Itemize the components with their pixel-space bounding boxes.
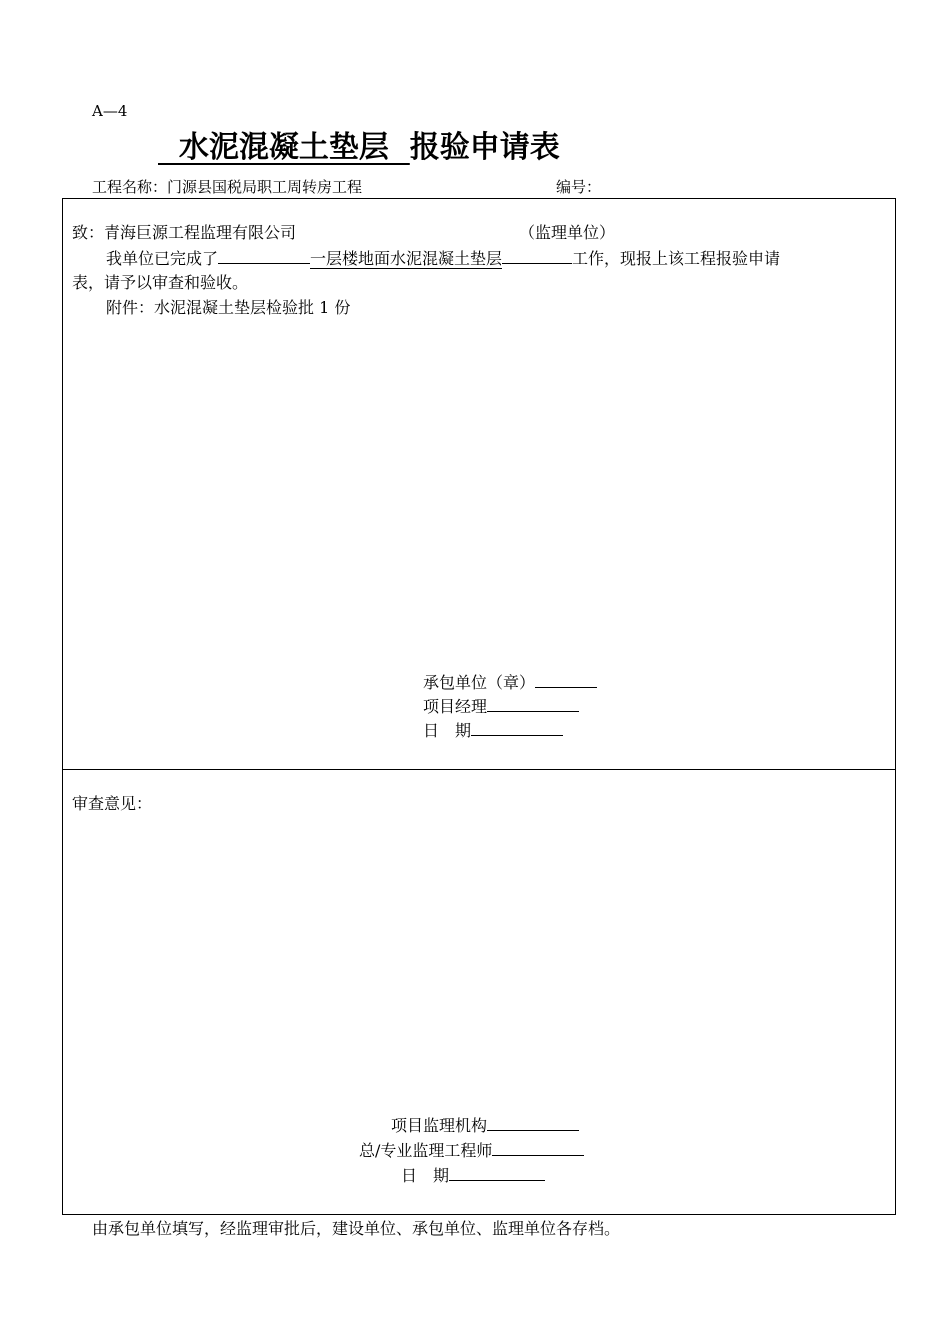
date1-row	[423, 719, 563, 743]
body-suffix: 工作，现报上该工程报验申请	[572, 249, 781, 268]
work-item[interactable]: 一层楼地面水泥混凝土垫层	[310, 249, 503, 268]
date1-field[interactable]	[471, 719, 563, 736]
date2-row	[401, 1164, 545, 1188]
review-label: 审查意见：	[72, 794, 153, 813]
page-title	[158, 128, 560, 168]
blank-after-item[interactable]	[502, 247, 572, 264]
contractor-signature-row	[423, 671, 597, 695]
to-suffix: （监理单位）	[519, 223, 616, 242]
title-suffix: 报验申请表	[409, 130, 560, 165]
body-prefix: 我单位已完成了	[106, 249, 219, 268]
engineer-field[interactable]	[492, 1139, 584, 1156]
number-label: 编号：	[556, 178, 602, 196]
body-line2: 表，请予以审查和验收。	[72, 273, 249, 292]
to-label: 致：	[72, 223, 105, 242]
engineer-signature-row	[359, 1139, 584, 1163]
application-section	[62, 198, 896, 770]
title-underlined-part: 水泥混凝土垫层	[158, 130, 410, 165]
to-org: 青海巨源工程监理有限公司	[104, 223, 297, 242]
contractor-seal-field[interactable]	[535, 671, 597, 688]
contractor-label: 承包单位（章）	[423, 673, 536, 692]
supervision-org-field[interactable]	[487, 1114, 579, 1131]
review-section	[62, 768, 896, 1215]
project-name: 门源县国税局职工周转房工程	[167, 178, 363, 196]
attachment-label: 附件：	[106, 298, 155, 317]
blank-before-item[interactable]	[218, 247, 310, 264]
footer-note: 由承包单位填写，经监理审批后，建设单位、承包单位、监理单位各存档。	[92, 1219, 621, 1238]
date2-label: 日 期	[401, 1166, 450, 1185]
project-label: 工程名称：	[92, 178, 168, 196]
date2-field[interactable]	[449, 1164, 545, 1181]
attachment-line	[106, 296, 350, 320]
project-name-row	[92, 176, 362, 197]
form-code: A—4	[92, 102, 128, 120]
manager-signature-row	[423, 695, 579, 719]
to-line	[72, 221, 296, 245]
engineer-label: 总/专业监理工程师	[359, 1141, 493, 1160]
attachment-text: 水泥混凝土垫层检验批 1 份	[154, 298, 351, 317]
supervision-org-label: 项目监理机构	[391, 1116, 488, 1135]
manager-field[interactable]	[487, 695, 579, 712]
manager-label: 项目经理	[423, 697, 488, 716]
supervision-org-row	[391, 1114, 579, 1138]
body-line1	[106, 247, 780, 271]
date1-label: 日 期	[423, 721, 472, 740]
